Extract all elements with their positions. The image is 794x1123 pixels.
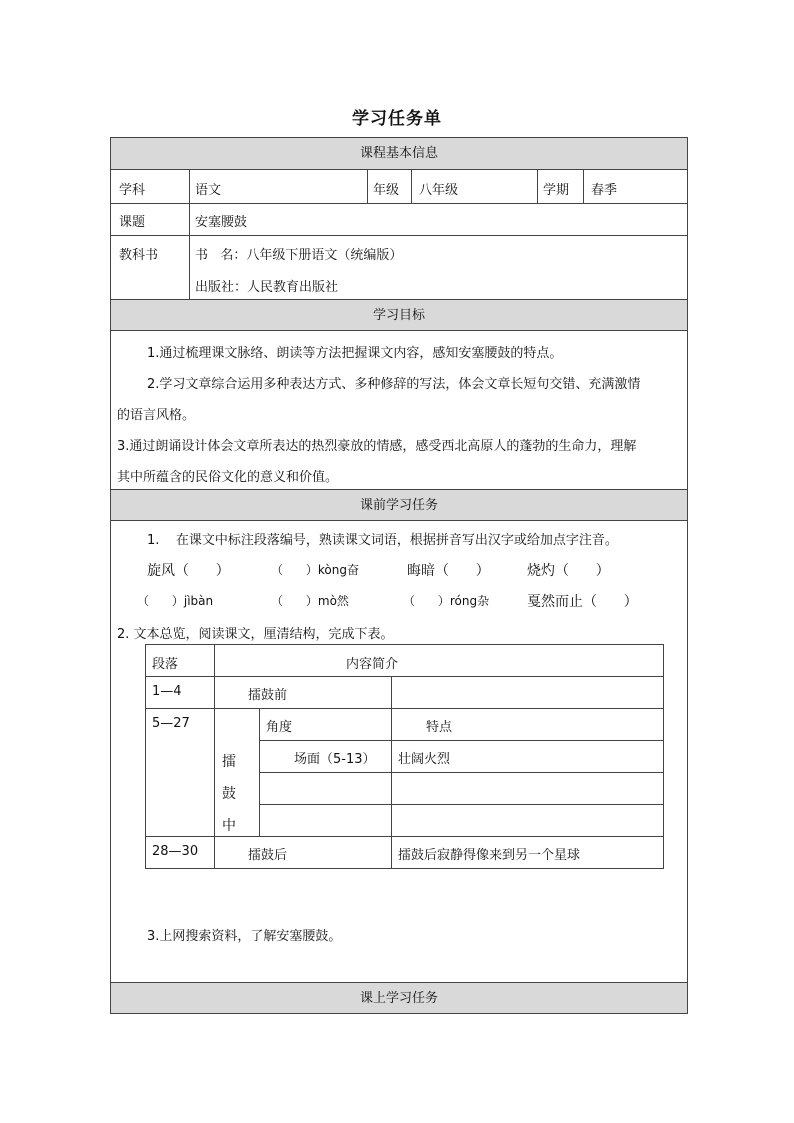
- pinyin-item: 戛然而止（ ）: [527, 594, 638, 610]
- col-header-summary: 内容简介: [346, 657, 399, 672]
- goal-2-cont: 的语言风格。: [117, 408, 196, 423]
- section-pre-class: [111, 490, 687, 521]
- grade-label: 年级: [373, 183, 400, 198]
- row1-stage: 擂鼓前: [248, 688, 288, 703]
- pinyin-item: （ ）jìbàn: [137, 594, 214, 608]
- term-value: 春季: [591, 183, 618, 198]
- feature-header: 特点: [426, 720, 453, 735]
- row2-paragraph: 5—27: [152, 716, 190, 731]
- goal-2: 2.学习文章综合运用多种表达方式、多种修辞的写法，体会文章长短句交错、充满激情: [147, 377, 641, 392]
- angle-1: 场面（5-13）: [294, 752, 376, 767]
- row3-stage: 擂鼓后: [248, 848, 288, 863]
- section-goals-label: 学习目标: [372, 308, 425, 323]
- divider: [537, 170, 538, 203]
- subject-label: 学科: [119, 183, 146, 198]
- divider: [259, 772, 663, 773]
- pinyin-item: 晦暗（ ）: [407, 563, 490, 579]
- divider: [146, 836, 663, 837]
- divider: [367, 170, 368, 203]
- task-sheet-table: [110, 137, 688, 1014]
- row2-stage-char: 擂: [222, 754, 236, 770]
- grade-value: 八年级: [419, 183, 459, 198]
- goal-3-cont: 其中所蕴含的民俗文化的意义和价值。: [117, 470, 339, 485]
- divider: [259, 804, 663, 805]
- divider: [146, 676, 663, 677]
- divider: [146, 708, 663, 709]
- section-basic-info-label: 课程基本信息: [359, 146, 438, 161]
- row3-paragraph: 28—30: [152, 844, 199, 859]
- row3-detail: 擂鼓后寂静得像来到另一个星球: [398, 848, 581, 863]
- divider: [189, 170, 190, 203]
- divider: [391, 676, 392, 708]
- section-basic-info: [111, 138, 687, 170]
- structure-table: [145, 644, 664, 869]
- pinyin-item: （ ）mò然: [271, 594, 349, 608]
- angle-header: 角度: [266, 720, 293, 735]
- pre-task-3: 3.上网搜索资料，了解安塞腰鼓。: [147, 929, 342, 944]
- pre-task-1: 1. 在课文中标注段落编号，熟读课文词语，根据拼音写出汉字或给加点字注音。: [147, 533, 618, 548]
- topic-label: 课题: [119, 215, 146, 230]
- divider: [189, 203, 190, 299]
- divider: [259, 740, 663, 741]
- row1-paragraph: 1—4: [152, 684, 182, 699]
- divider: [411, 170, 412, 203]
- divider: [583, 170, 584, 203]
- divider: [214, 645, 215, 868]
- textbook-label: 教科书: [119, 248, 159, 263]
- subject-value: 语文: [195, 183, 222, 198]
- pre-task-2: 2. 文本总览，阅读课文，厘清结构，完成下表。: [117, 627, 394, 642]
- section-in-class: [111, 982, 687, 1013]
- goal-1: 1.通过梳理课文脉络、朗读等方法把握课文内容，感知安塞腰鼓的特点。: [147, 346, 563, 361]
- feature-1: 壮阔火烈: [398, 752, 451, 767]
- publisher-line: 出版社：人民教育出版社: [195, 280, 339, 295]
- pinyin-item: 烧灼（ ）: [527, 563, 610, 579]
- divider: [111, 203, 687, 204]
- section-goals: [111, 300, 687, 331]
- col-header-paragraph: 段落: [152, 657, 179, 672]
- pinyin-item: （ ）kòng奋: [271, 563, 359, 577]
- topic-value: 安塞腰鼓: [195, 215, 248, 230]
- book-line: 书 名：八年级下册语文（统编版）: [195, 248, 403, 263]
- row2-stage-char: 鼓: [222, 786, 236, 802]
- row2-stage-char: 中: [222, 818, 236, 834]
- goal-3: 3.通过朗诵设计体会文章所表达的热烈豪放的情感，感受西北高原人的蓬勃的生命力，理解: [117, 439, 637, 454]
- term-label: 学期: [543, 183, 570, 198]
- page-title: 学习任务单: [352, 109, 442, 129]
- pinyin-item: （ ）róng杂: [403, 594, 490, 608]
- divider: [111, 235, 687, 236]
- section-in-class-label: 课上学习任务: [359, 991, 438, 1006]
- section-pre-class-label: 课前学习任务: [359, 498, 438, 513]
- pinyin-item: 旋风（ ）: [147, 563, 230, 579]
- divider: [391, 708, 392, 868]
